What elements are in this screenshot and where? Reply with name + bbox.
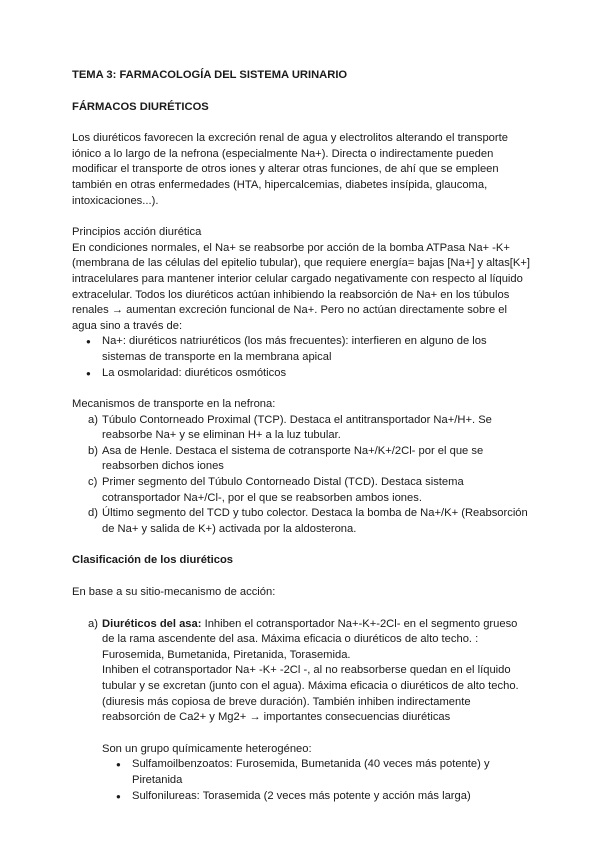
list-item [72,506,532,537]
list-marker: d) [88,507,98,520]
intro-paragraph: Los diuréticos favorecen la excreción renal de agua y electrolitos alterando el transporte iónico a lo largo de la nefrona (especialmente Na+). Directa o indirectamente pueden modificar el transporte de otros iones y alterar otras funciones, de ahí que se empleen también en otras enfermedades (HTA, hipercalcemias, diabetes insípida, glaucoma, intoxicaciones...). [72,132,508,207]
list-item-text: Asa de Henle. Destaca el sistema de cotransporte Na+/K+/2Cl- por el que se reabsorben dichos iones [102,444,484,473]
clasificacion-intro: En base a su sitio-mecanismo de acción: [72,586,276,599]
mecanismos-heading: Mecanismos de transporte en la nefrona: [72,398,276,411]
document-page [72,68,532,804]
mecanismos-section [72,397,532,537]
list-marker: b) [88,444,98,457]
section-title: FÁRMACOS DIURÉTICOS [72,100,209,113]
principios-section [72,225,532,381]
list-item: ● Sulfamoilbenzoatos: Furosemida, Bumetanida (40 veces más potente) y Piretanida [72,757,532,788]
list-item [72,444,532,475]
clasificacion-heading: Clasificación de los diuréticos [72,554,234,567]
document-title: TEMA 3: FARMACOLOGÍA DEL SISTEMA URINARIO [72,69,348,81]
list-marker: a) [88,413,98,426]
heterogeneo-paragraph: Son un grupo químicamente heterogéneo: [102,742,312,755]
list-item-bold: Diuréticos del asa: [102,617,202,630]
list-marker: c) [88,476,98,489]
principios-heading: Principios acción diurética [72,226,202,239]
asa-paragraph: Inhiben el cotransportador Na+ -K+ -2Cl -, al no reabsorberse quedan en el líquido tubular y se excretan (junto con el agua). Máxima eficacia o diuréticos de alto techo. (diuresis más copiosa de breve duración). También inhiben indirectamente reabsorción de Ca2+ y Mg2+ → importantes consecuencias diuréticas [102,664,519,724]
list-item [72,475,532,506]
list-item: ● La osmolaridad: diuréticos osmóticos [72,366,532,382]
list-item-text: Túbulo Contorneado Proximal (TCP). Destaca el antitransportador Na+/H+. Se reabsorbe Na+ y se eliminan H+ a la luz tubular. [102,413,492,442]
list-item [72,617,532,664]
clasificacion-list [72,617,532,664]
list-item: ● Sulfonilureas: Torasemida (2 veces más potente y acción más larga) [72,789,532,805]
list-item-text: Último segmento del TCD y tubo colector. Destaca la bomba de Na+/K+ (Reabsorción de Na+ y salida de K+) activada por la aldosterona. [102,507,528,535]
mecanismos-list [72,413,532,538]
principios-list [72,334,532,381]
list-item: ● Na+: diuréticos natriuréticos (los más frecuentes): interfieren en alguno de los sistemas de transporte en la membrana apical [72,334,532,365]
heterogeneo-list [72,757,532,804]
list-item [72,413,532,444]
list-marker: a) [88,617,98,630]
principios-text: En condiciones normales, el Na+ se reabsorbe por acción de la bomba ATPasa Na+ -K+ (membrana de las células del epitelio tubular), que requiere energía= bajas [Na+] y altas[K+] intracelulares para mantener interior celular cargado negativamente con respecto al líquido extracelular. Todos los diuréticos actúan inhibiendo la reabsorción de Na+ en los túbulos renales → aumentan excreción funcional de Na+. Pero no actúan directamente sobre el agua sino a través de: [72,241,531,332]
list-item-text: Inhiben el cotransportador Na+-K+-2Cl- en el segmento grueso de la rama ascendente del asa. Máxima eficacia o diuréticos de alto techo. : Furosemida, Bumetanida, Piretanida, Torasemida. [102,617,518,661]
list-item-text: Primer segmento del Túbulo Contorneado Distal (TCD). Destaca sistema cotransportador Na+/Cl-, por el que se reabsorben ambos iones. [102,476,464,504]
